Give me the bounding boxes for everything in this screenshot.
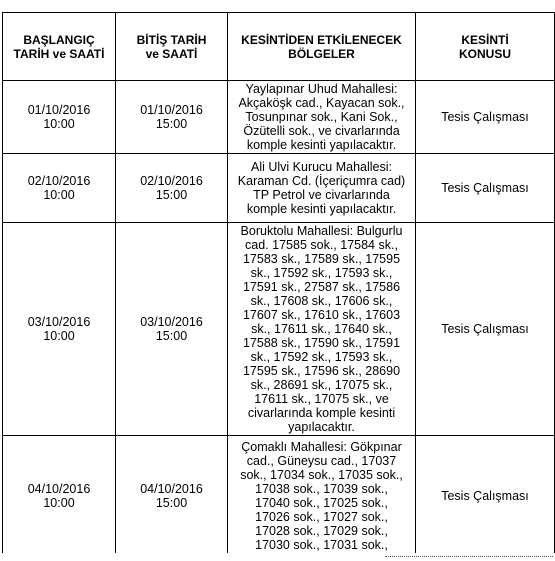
region-line: Çomaklı Mahallesi: Gökpınar (241, 439, 402, 454)
header-end-datetime (116, 13, 228, 81)
table-row (3, 81, 555, 154)
start-date: 01/10/2016 (27, 103, 91, 117)
regions-cell (228, 81, 416, 154)
region-line: Tosunpınar sok., Kani Sok., (245, 110, 398, 124)
region-line: sok., 17034 sok., 17035 sok., (240, 467, 403, 482)
region-line: sk., 17592 sk., 17593 sk., (250, 350, 393, 364)
regions-cell (228, 154, 416, 223)
region-line: Boruktolu Mahallesi: Bulgurlu (240, 224, 403, 238)
start-time: 10:00 (43, 495, 75, 510)
regions-cell (228, 223, 416, 436)
header-line: BÖLGELER (288, 46, 355, 61)
start-date: 03/10/2016 (27, 315, 91, 329)
subject-cell (416, 436, 555, 554)
region-line: Ali Ulvi Kurucu Mahallesi: (250, 160, 393, 174)
end-time: 15:00 (155, 329, 188, 343)
header-affected-regions (228, 13, 416, 81)
end-datetime-cell (116, 223, 228, 436)
table-header-row (3, 13, 555, 81)
region-line: cad. 17585 sok., 17584 sk., (245, 238, 398, 252)
region-line: 17040 sok., 17025 sok., (255, 495, 388, 510)
region-line: 17026 sok., 17027 sok., (255, 509, 388, 524)
end-date: 03/10/2016 (140, 315, 203, 329)
header-outage-subject (416, 13, 555, 81)
region-line: 17030 sok., 17031 sok., (255, 537, 388, 552)
subject-text: Tesis Çalışması (441, 322, 529, 336)
start-time: 10:00 (43, 188, 75, 202)
region-line: sk., 17611 sk., 17640 sk., (251, 322, 392, 336)
region-line: Akçaköşk cad., Kayacan sok., (238, 96, 405, 110)
subject-text: Tesis Çalışması (441, 488, 529, 503)
end-datetime-cell (116, 436, 228, 554)
subject-cell (416, 223, 555, 436)
region-line: yapılacaktır. (288, 420, 355, 434)
outage-table-wrapper (2, 12, 555, 553)
region-line: Yaylapınar Uhud Mahallesi: (245, 82, 398, 96)
header-line: KESİNTİ (461, 32, 509, 47)
region-line: 17038 sok., 17039 sok., (255, 481, 388, 496)
region-line: 17588 sk., 17590 sk., 17591 (242, 336, 401, 350)
start-date: 02/10/2016 (27, 174, 91, 188)
dotted-rule (385, 556, 553, 557)
region-line: komple kesinti yapılacaktır. (246, 138, 397, 152)
header-line: ve SAATİ (145, 46, 198, 61)
region-line: cad., Güneysu cad., 17037 (246, 453, 397, 468)
region-line: Karaman Cd. (İçeriçumra cad) (237, 174, 406, 188)
region-line: 17595 sk., 17596 sk., 28690 (242, 364, 401, 378)
region-line: komple kesinti yapılacaktır. (246, 202, 397, 216)
end-datetime-cell (116, 154, 228, 223)
subject-cell (416, 81, 555, 154)
region-line: 17611 sk., 17075 sk., ve (254, 392, 389, 406)
end-time: 15:00 (155, 188, 188, 202)
start-date: 04/10/2016 (27, 481, 91, 496)
end-date: 02/10/2016 (140, 174, 203, 188)
start-datetime-cell (3, 154, 116, 223)
regions-cell (228, 436, 416, 554)
region-line: Özütelli sok., ve civarlarında (243, 124, 400, 138)
subject-cell (416, 154, 555, 223)
header-line: KONUSU (458, 46, 511, 61)
subject-text: Tesis Çalışması (441, 110, 529, 124)
header-line: BİTİŞ TARİH (136, 32, 207, 47)
region-line: sk., 17608 sk., 17606 sk., (250, 294, 393, 308)
start-time: 10:00 (43, 329, 75, 343)
region-line: civarlarında komple kesinti (247, 406, 396, 420)
subject-text: Tesis Çalışması (441, 181, 529, 195)
end-date: 01/10/2016 (140, 103, 203, 117)
table-row (3, 154, 555, 223)
end-datetime-cell (116, 81, 228, 154)
header-start-datetime (3, 13, 116, 81)
start-time: 10:00 (43, 117, 75, 131)
table-row (3, 436, 555, 554)
region-line: TP Petrol ve civarlarında (253, 188, 390, 202)
region-line: 17028 sok., 17029 sok., (255, 523, 388, 538)
end-time: 15:00 (155, 495, 188, 510)
outage-schedule-table (2, 12, 555, 553)
start-datetime-cell (3, 223, 116, 436)
region-line: 17583 sk., 17589 sk., 17595 (242, 252, 401, 266)
start-datetime-cell (3, 81, 116, 154)
region-line: sk., 17592 sk., 17593 sk., (250, 266, 393, 280)
header-line: BAŞLANGIÇ (23, 32, 95, 47)
region-line: 17591 sk., 27587 sk., 17586 (242, 280, 401, 294)
end-time: 15:00 (155, 117, 188, 131)
end-date: 04/10/2016 (140, 481, 203, 496)
region-line: sk., 28691 sk., 17075 sk., (250, 378, 393, 392)
header-line: TARİH ve SAATİ (13, 46, 105, 61)
start-datetime-cell (3, 436, 116, 554)
header-line: KESİNTİDEN ETKİLENECEK (241, 32, 402, 47)
table-row (3, 223, 555, 436)
region-line: 17607 sk., 17610 sk., 17603 (242, 308, 401, 322)
